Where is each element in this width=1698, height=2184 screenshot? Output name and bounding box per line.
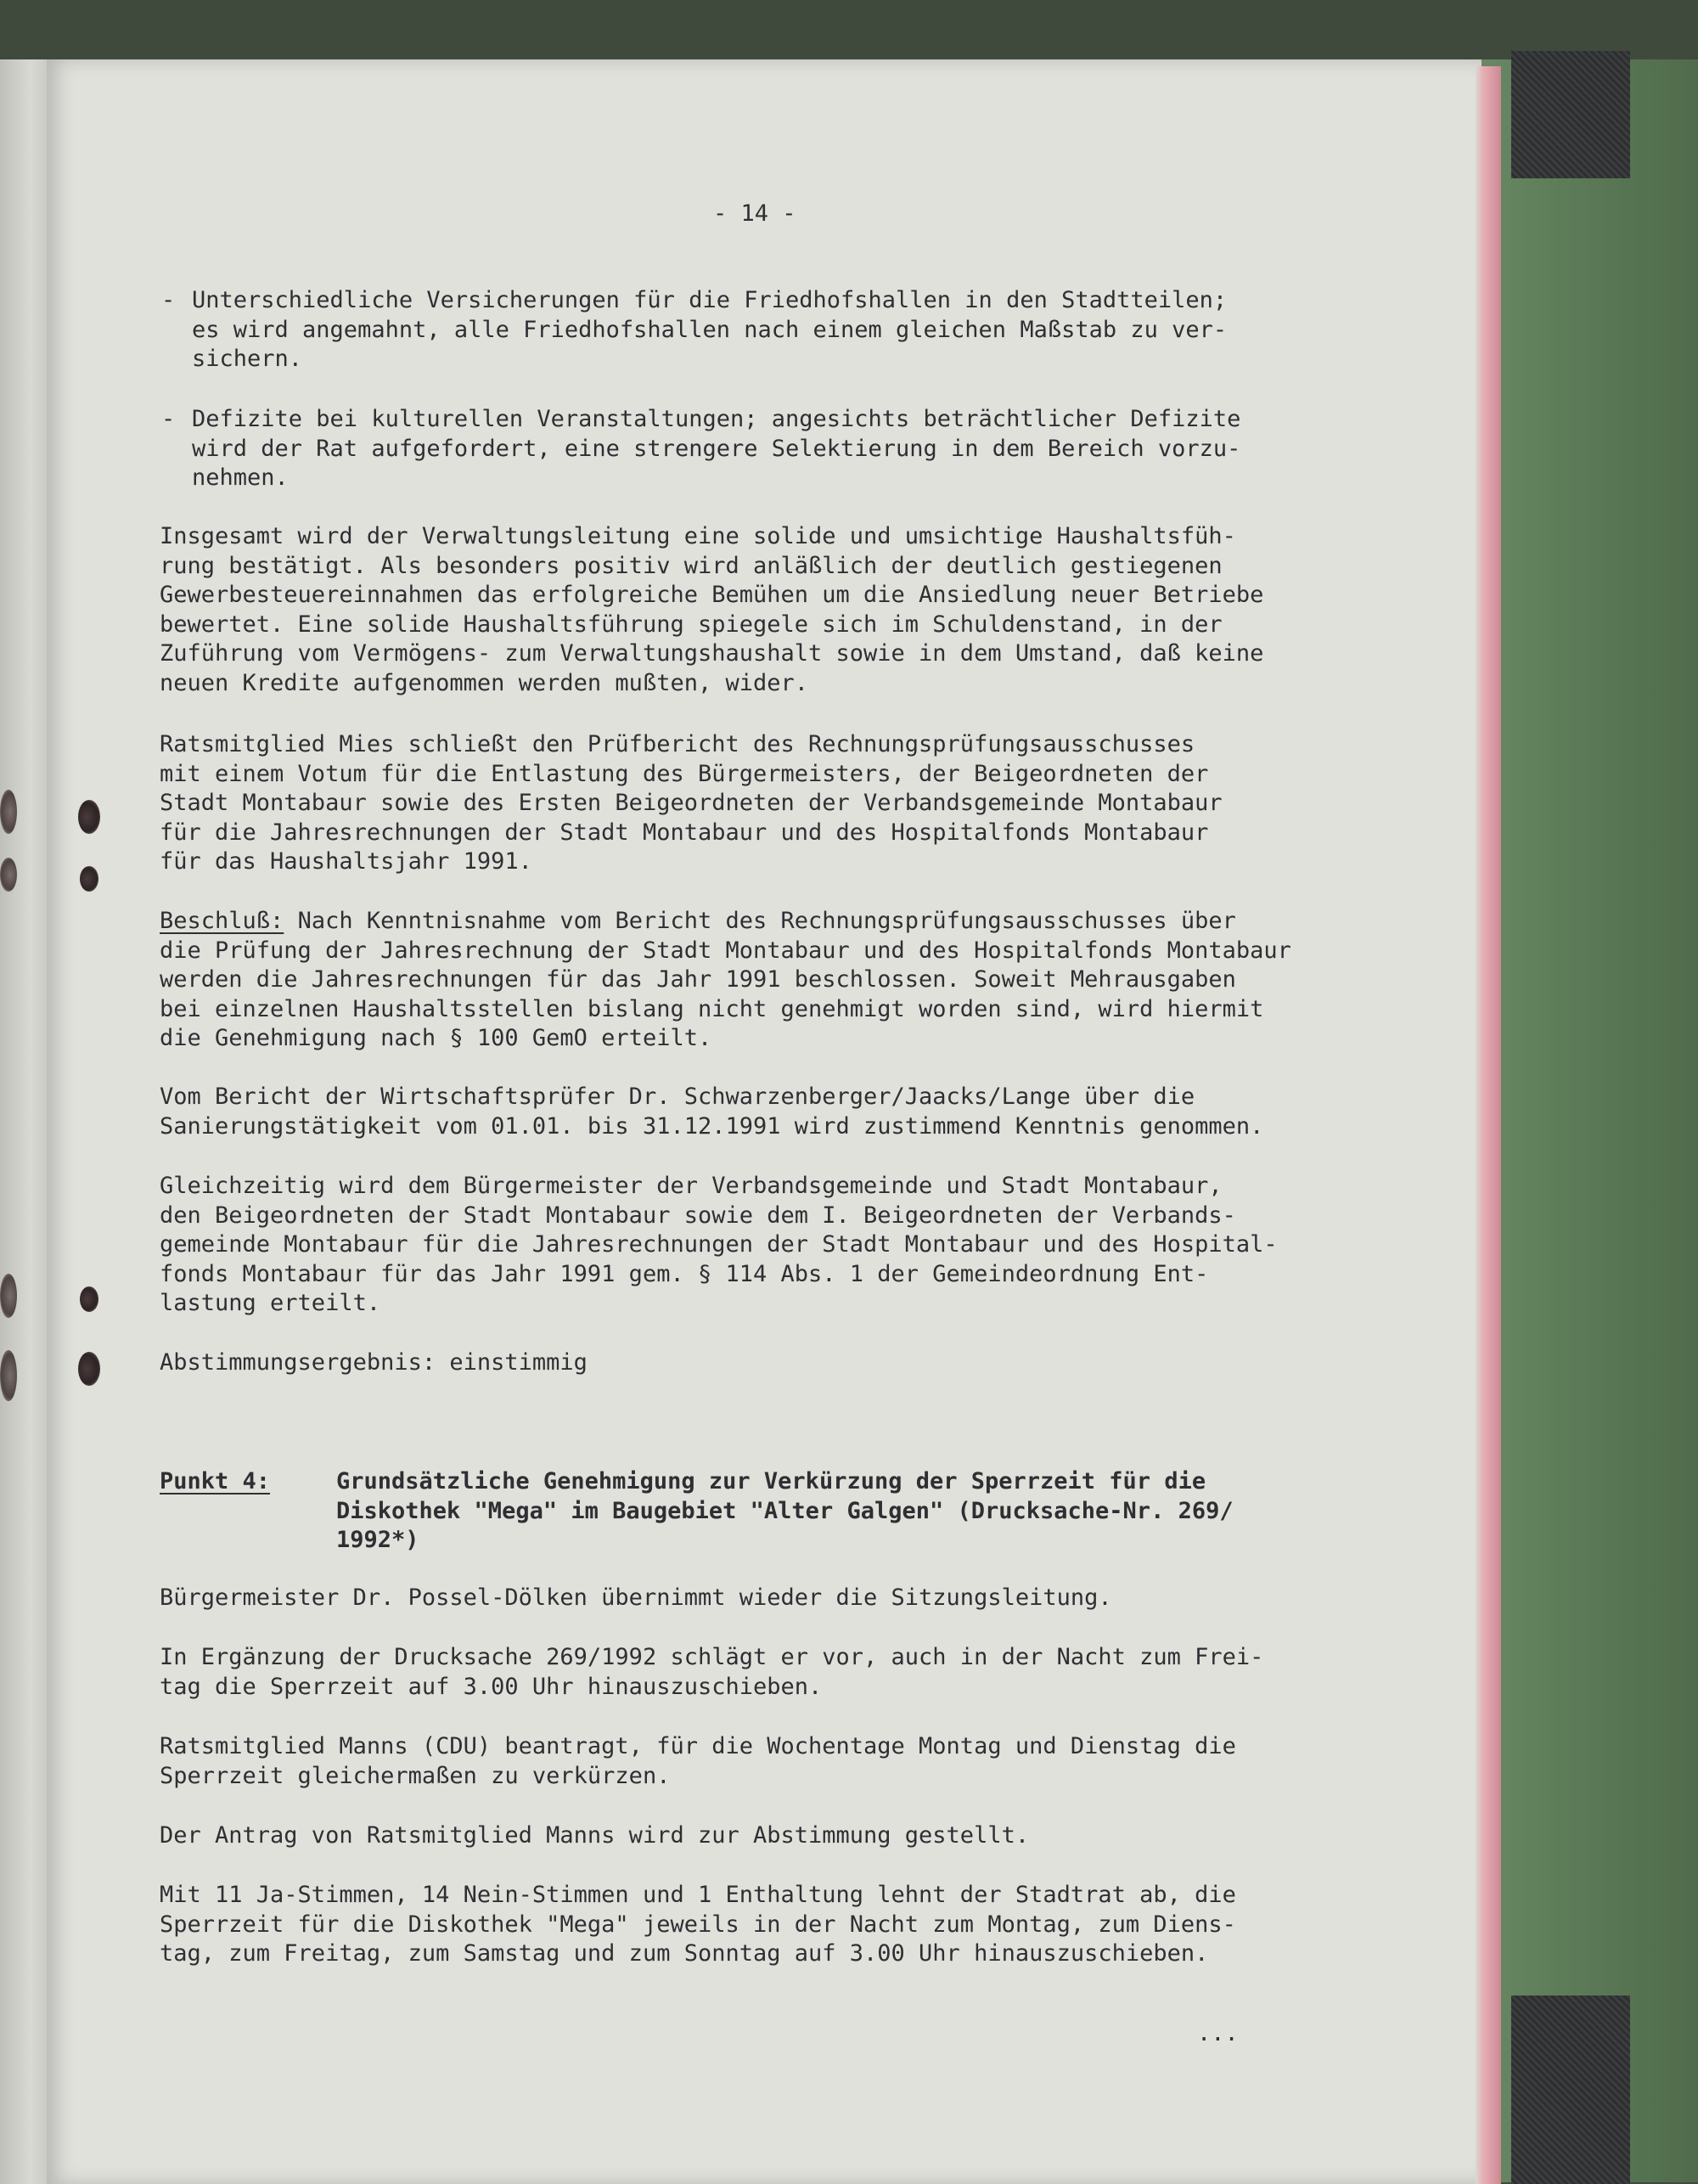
paragraph-ratsmitglied-mies: Ratsmitglied Mies schließt den Prüfbericht des Rechnungsprüfungsausschusses mit einem Votum für die Entlastung des Bürgermeisters, der Beigeordneten der Stadt Montabaur sowie des Ersten Beigeordneten der Verbandsgemeinde Montabaur für die Jahresrechnungen der Stadt Montabaur und des Hospitalfonds Montabaur für das Haushaltsjahr 1991. (160, 731, 1223, 875)
paragraph-possel: Bürgermeister Dr. Possel-Dölken übernimmt wieder die Sitzungsleitung. (160, 1585, 1112, 1611)
beschluss-label: Beschluß: (160, 908, 284, 934)
bullet-dash: - (161, 287, 176, 313)
bullet-text: Defizite bei kulturellen Veranstaltungen; angesichts beträchtlicher Defizite wird der Rat aufgefordert, eine strengere Selektierung in dem Bereich vorzu- nehmen. (192, 406, 1241, 491)
paragraph-ergaenzung: In Ergänzung der Drucksache 269/1992 schlägt er vor, auch in der Nacht zum Frei- tag die Sperrzeit auf 3.00 Uhr hinauszuschieben. (160, 1644, 1264, 1700)
paragraph-wirtschaftspruefer: Vom Bericht der Wirtschaftsprüfer Dr. Schwarzenberger/Jaacks/Lange über die Sanierungstätigkeit vom 01.01. bis 31.12.1991 wird zustimmend Kenntnis genommen. (160, 1084, 1264, 1140)
paragraph-antrag: Der Antrag von Ratsmitglied Manns wird zur Abstimmung gestellt. (160, 1822, 1030, 1849)
bullet-text: Unterschiedliche Versicherungen für die Friedhofshallen in den Stadtteilen; es wird angemahnt, alle Friedhofshallen nach einem gleichen Maßstab zu ver- sichern. (192, 287, 1228, 372)
paragraph-beschluss (160, 907, 1382, 1054)
bullet-dash: - (161, 406, 176, 432)
paragraph-manns: Ratsmitglied Manns (CDU) beantragt, für die Wochentage Montag und Dienstag die Sperrzeit gleichermaßen zu verkürzen. (160, 1733, 1236, 1789)
beschluss-text: Nach Kenntnisnahme vom Bericht des Rechnungsprüfungsausschusses über die Prüfung der Jahresrechnung der Stadt Montabaur und des Hospitalfonds Montabaur werden die Jahresrechnungen für das Jahr 1991 beschlossen. Soweit Mehrausgaben bei einzelnen Haushaltsstellen bislang nicht genehmigt worden sind, wird hiermit die Genehmigung nach § 100 GemO erteilt. (160, 908, 1291, 1051)
paragraph-gleichzeitig: Gleichzeitig wird dem Bürgermeister der Verbandsgemeinde und Stadt Montabaur, den Beigeordneten der Stadt Montabaur sowie dem I. Beigeordneten der Verbands- gemeinde Montabaur für die Jahresrechnungen der Stadt Montabaur und des Hospital- fonds Montabaur für das Jahr 1991 gem. § 114 Abs. 1 der Gemeindeordnung Ent- lastung erteilt. (160, 1173, 1278, 1316)
continuation-mark: ... (1197, 2020, 1239, 2046)
agenda-item-title: Grundsätzliche Genehmigung zur Verkürzung der Sperrzeit für die Diskothek "Mega" im Baugebiet "Alter Galgen" (Drucksache-Nr. 269/ 1992*) (336, 1468, 1234, 1553)
agenda-item-label: Punkt 4: (160, 1468, 271, 1494)
voting-result: Abstimmungsergebnis: einstimmig (160, 1349, 588, 1376)
paragraph-ergebnis: Mit 11 Ja-Stimmen, 14 Nein-Stimmen und 1 Enthaltung lehnt der Stadtrat ab, die Sperrzeit für die Diskothek "Mega" jeweils in der Nacht zum Montag, zum Diens- tag, zum Freitag, zum Samstag und zum Sonntag auf 3.00 Uhr hinauszuschieben. (160, 1882, 1236, 1967)
page-number: - 14 - (713, 200, 796, 227)
paragraph-insgesamt: Insgesamt wird der Verwaltungsleitung eine solide und umsichtige Haushaltsfüh- rung bestätigt. Als besonders positiv wird anläßlich der deutlich gestiegenen Gewerbesteuereinnahmen das erfolgreiche Bemühen um die Ansiedlung neuer Betriebe bewertet. Eine solide Haushaltsführung spiegele sich im Schuldenstand, in der Zuführung vom Vermögens- zum Verwaltungshaushalt sowie in dem Umstand, daß keine neuen Kredite aufgenommen werden mußten, wider. (160, 523, 1264, 696)
